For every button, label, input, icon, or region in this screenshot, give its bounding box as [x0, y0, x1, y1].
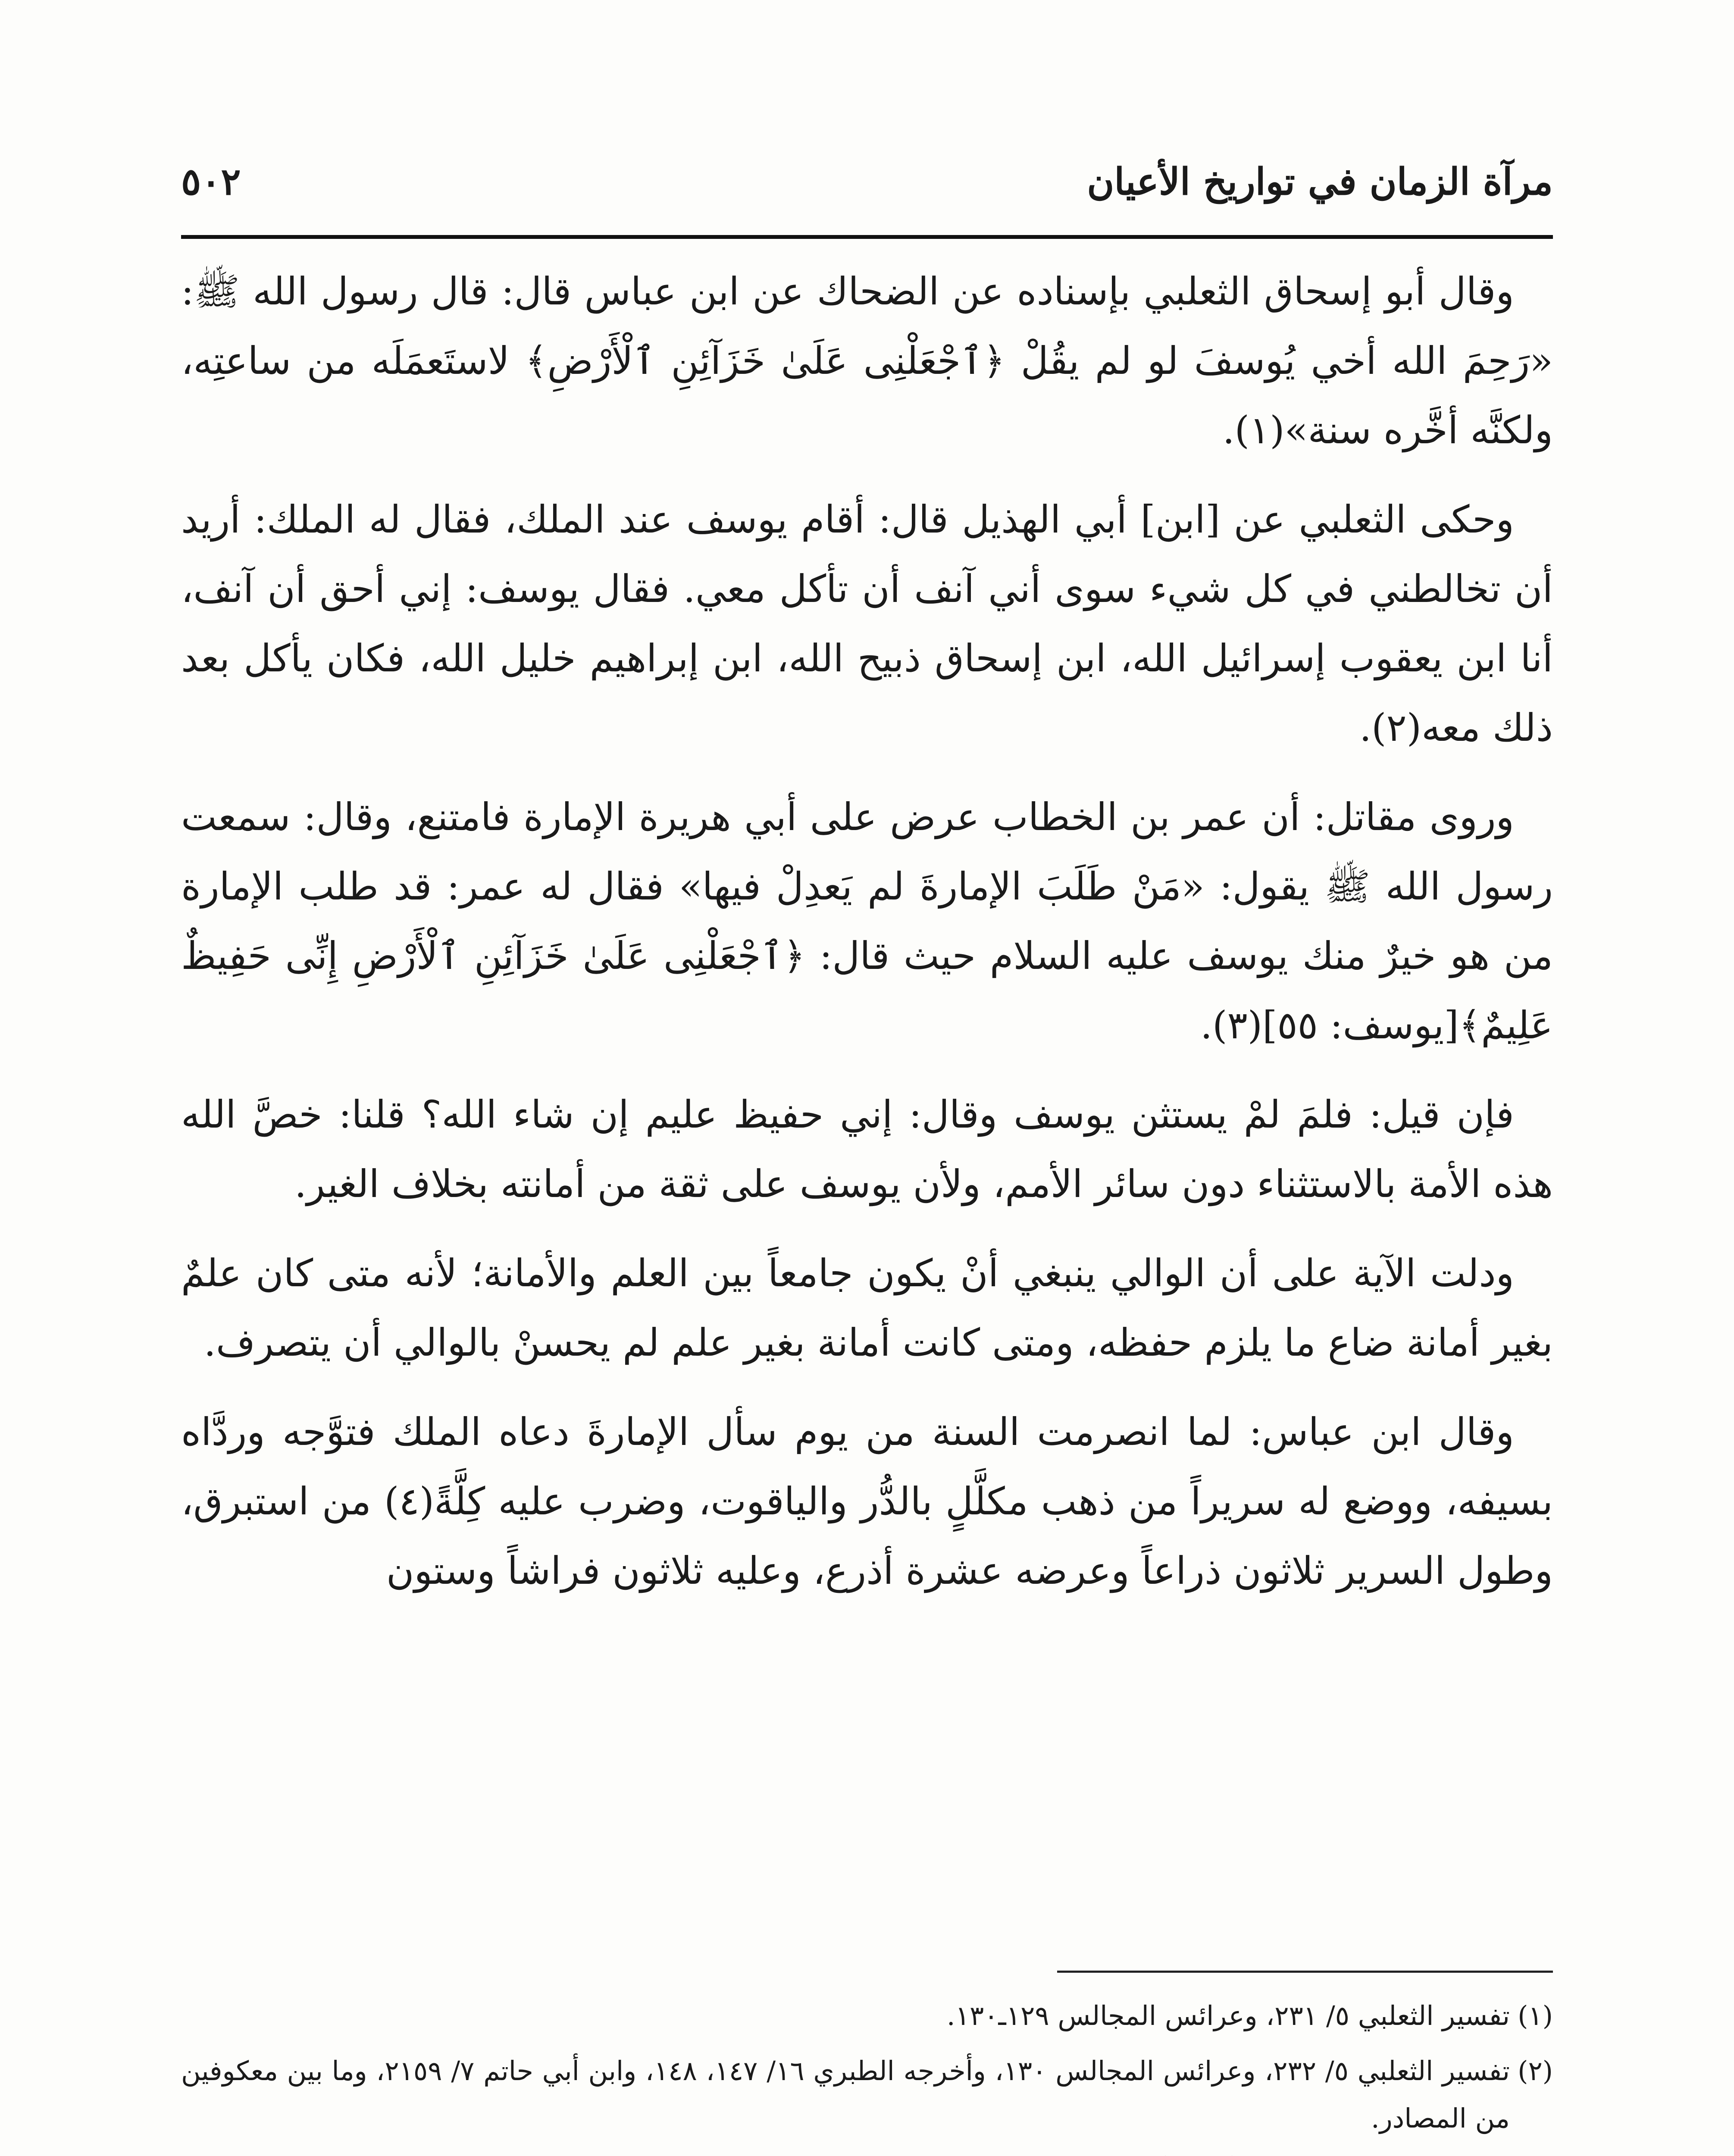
paragraph: وحكى الثعلبي عن [ابن] أبي الهذيل قال: أقام يوسف عند الملك، فقال له الملك: أريد أن تخالطني في كل شيء سوى أني آنف أن تأكل معي. فقال يوسف: إني أحق أن آنف، أنا ابن يعقوب إسرائيل الله، ابن إسحاق ذبيح الله، ابن إبراهيم خليل الله، فكان يأكل بعد ذلك معه(٢).: [181, 497, 1553, 750]
footnote: [181, 1992, 1553, 2040]
running-title: مرآة الزمان في تواريخ الأعيان: [1087, 160, 1553, 204]
header-rule: [181, 235, 1553, 239]
paragraph: وروى مقاتل: أن عمر بن الخطاب عرض على أبي هريرة الإمارة فامتنع، وقال: سمعت رسول الله ﷺ يقول: «مَنْ طَلَبَ الإمارةَ لم يَعدِلْ فيها» فقال له عمر: قد طلب الإمارة من هو خيرٌ منك يوسف عليه السلام حيث قال: ﴿ٱجْعَلْنِى عَلَىٰ خَزَآئِنِ ٱلْأَرْضِ إِنِّى حَفِيظٌ عَلِيمٌ﴾[يوسف: ٥٥](٣).: [181, 795, 1553, 1047]
footnote-number: [1510, 2150, 1553, 2156]
paragraph: وقال أبو إسحاق الثعلبي بإسناده عن الضحاك عن ابن عباس قال: قال رسول الله ﷺ: «رَحِمَ الله أخي يُوسفَ لو لم يقُلْ ﴿ٱجْعَلْنِى عَلَىٰ خَزَآئِنِ ٱلْأَرْضِ﴾ لاستَعمَلَه من ساعتِه، ولكنَّه أخَّره سنة»(١).: [181, 269, 1553, 452]
footnote-text: تفسير الثعلبي ٥/ ٢٣٢، وعرائس المجالس ١٣٠، وأخرجه الطبري ١٦/ ١٤٧، ١٤٨، وابن أبي حاتم ٧/ ٢١٥٩، وما بين معكوفين من المصادر.: [181, 2055, 1510, 2134]
footnote: [181, 2047, 1553, 2142]
footnote-text: تفسير الثعلبي ٥/ ٢٣١، وعرائس المجالس ١٢٩ـ١٣٠.: [946, 2000, 1510, 2031]
page-header: [181, 142, 1553, 229]
footnote-separator: [1057, 1971, 1553, 1973]
footnote-number: (٢): [1518, 2055, 1553, 2087]
footnote: [181, 2150, 1553, 2156]
paragraph: وقال ابن عباس: لما انصرمت السنة من يوم سأل الإمارةَ دعاه الملك فتوَّجه وردَّاه بسيفه، ووضع له سريراً من ذهب مكلَّلٍ بالدُّر والياقوت، وضرب عليه كِلَّةً(٤) من استبرق، وطول السرير ثلاثون ذراعاً وعرضه عشرة أذرع، وعليه ثلاثون فراشاً وستون: [181, 1410, 1553, 1593]
paragraph: فإن قيل: فلمَ لمْ يستثن يوسف وقال: إني حفيظ عليم إن شاء الله؟ قلنا: خصَّ الله هذه الأمة بالاستثناء دون سائر الأمم، ولأن يوسف على ثقة من أمانته بخلاف الغير.: [181, 1092, 1553, 1206]
main-text: [181, 257, 1553, 1947]
paragraph: ودلت الآية على أن الوالي ينبغي أنْ يكون جامعاً بين العلم والأمانة؛ لأنه متى كان علمٌ بغير أمانة ضاع ما يلزم حفظه، ومتى كانت أمانة بغير علم لم يحسنْ بالوالي أن يتصرف.: [181, 1251, 1553, 1365]
page-number: ٥٠٢: [181, 160, 241, 204]
footnote-number: (١): [1518, 2000, 1553, 2031]
footnotes: [181, 1992, 1553, 2156]
